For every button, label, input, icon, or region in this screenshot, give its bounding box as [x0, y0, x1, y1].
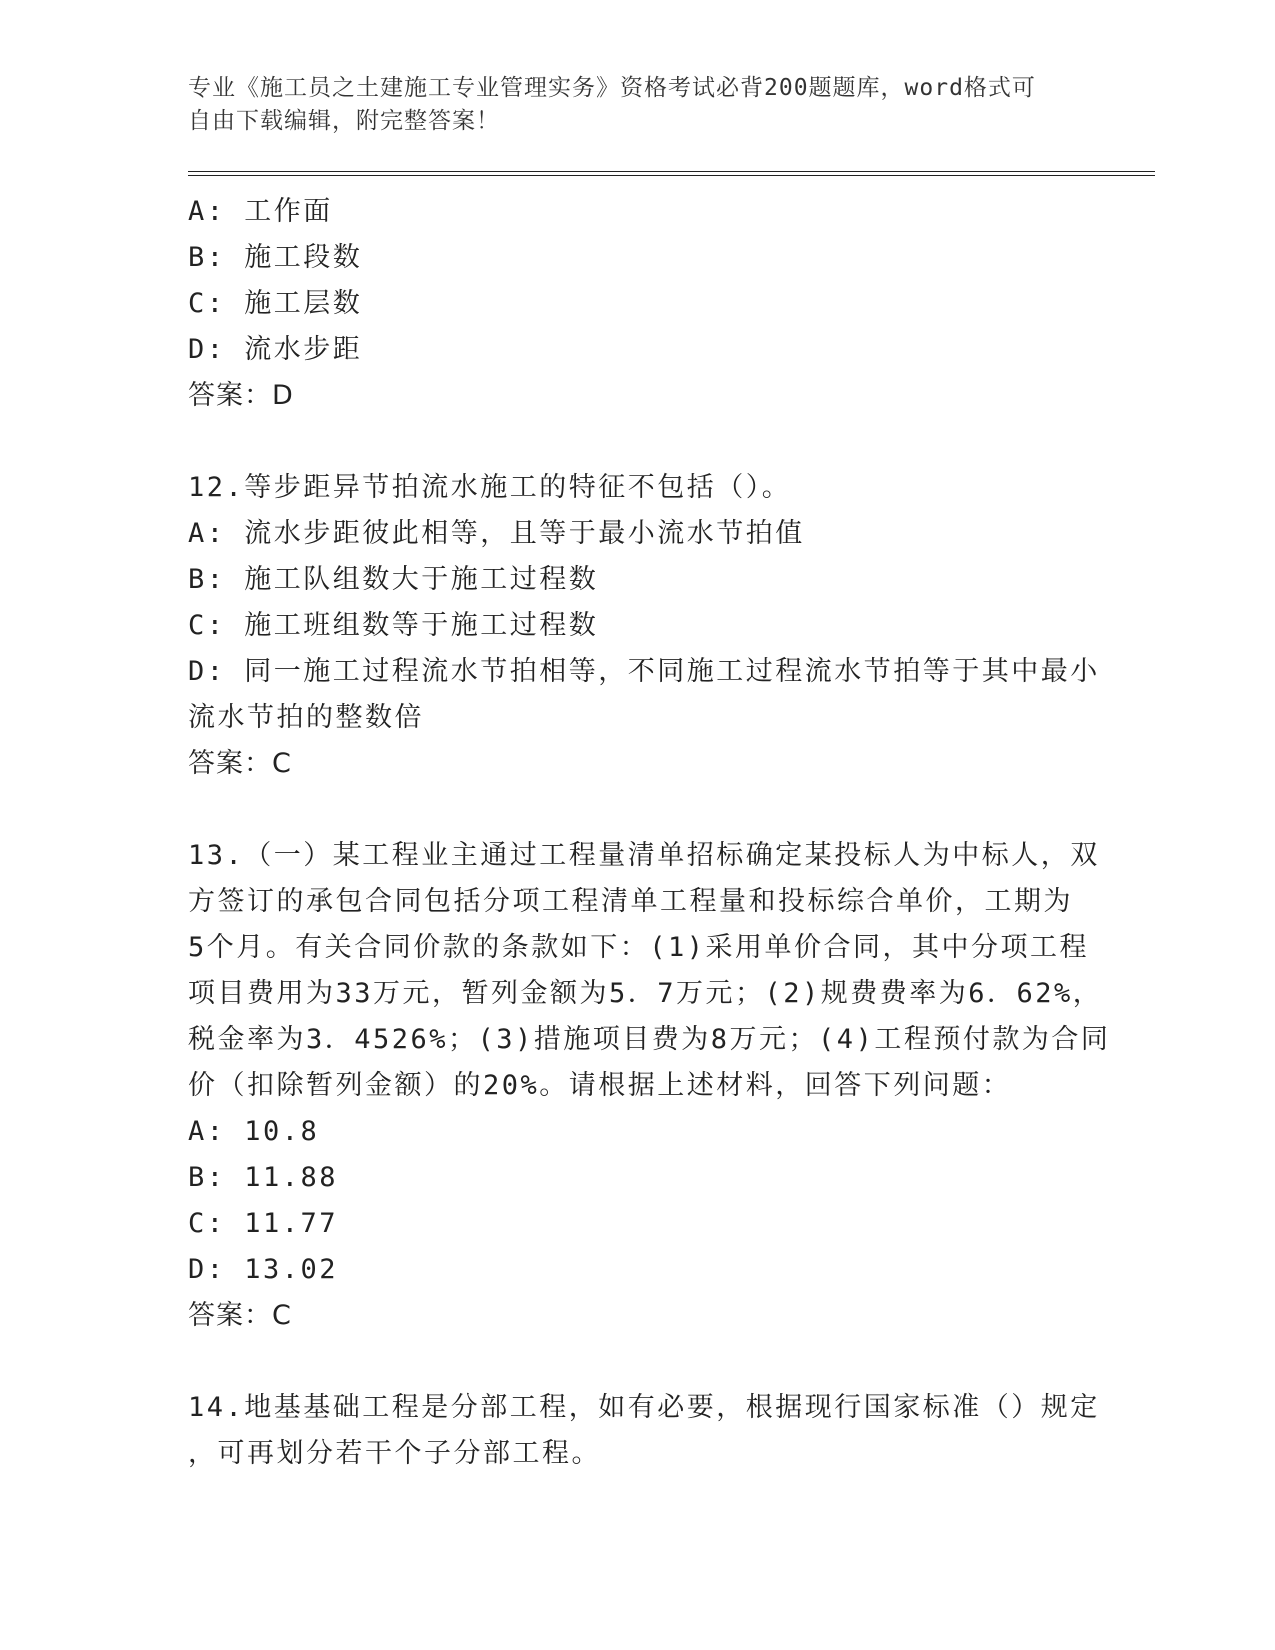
option-a: A: 工作面	[188, 196, 333, 227]
spacer	[188, 419, 1088, 465]
option-b: B: 施工队组数大于施工过程数	[188, 564, 599, 595]
spacer	[188, 1339, 1088, 1385]
header-line-2: 自由下载编辑，附完整答案！	[188, 108, 500, 134]
document-header	[188, 72, 1068, 138]
answer: 答案：D	[188, 380, 294, 411]
question-text-line-1: 13.（一）某工程业主通过工程量清单招标确定某投标人为中标人，双	[188, 840, 1100, 871]
header-divider-top	[188, 171, 1155, 172]
option-d: D: 13.02	[188, 1254, 339, 1285]
spacer	[188, 787, 1088, 833]
question-text-line-5: 税金率为3．4526%；(3)措施项目费为8万元；(4)工程预付款为合同	[188, 1024, 1111, 1055]
answer: 答案：C	[188, 1300, 292, 1331]
question-14	[188, 1385, 1100, 1477]
answer: 答案：C	[188, 748, 292, 779]
question-list	[188, 189, 1111, 1477]
question-11	[188, 189, 1088, 419]
option-c: C: 施工班组数等于施工过程数	[188, 610, 599, 641]
question-text-line-2: ，可再划分若干个子分部工程。	[188, 1438, 601, 1469]
option-d: D: 流水步距	[188, 334, 363, 365]
option-d-line-1: D: 同一施工过程流水节拍相等，不同施工过程流水节拍等于其中最小	[188, 656, 1100, 687]
option-a: A: 10.8	[188, 1116, 320, 1147]
option-d-line-2: 流水节拍的整数倍	[188, 702, 424, 733]
question-text-line-6: 价（扣除暂列金额）的20%。请根据上述材料，回答下列问题：	[188, 1070, 1012, 1101]
option-c: C: 施工层数	[188, 288, 363, 319]
option-c: C: 11.77	[188, 1208, 339, 1239]
question-text-line-1: 14.地基基础工程是分部工程，如有必要，根据现行国家标准（）规定	[188, 1392, 1100, 1423]
option-b: B: 施工段数	[188, 242, 363, 273]
question-text-line-2: 方签订的承包合同包括分项工程清单工程量和投标综合单价，工期为	[188, 886, 1073, 917]
header-divider-bottom	[188, 175, 1155, 176]
option-a: A: 流水步距彼此相等，且等于最小流水节拍值	[188, 518, 805, 549]
question-12	[188, 465, 1100, 787]
question-text-line-3: 5个月。有关合同价款的条款如下：(1)采用单价合同，其中分项工程	[188, 932, 1090, 963]
question-text: 12.等步距异节拍流水施工的特征不包括（）。	[188, 472, 792, 503]
question-text-line-4: 项目费用为33万元，暂列金额为5．7万元；(2)规费费率为6．62%，	[188, 978, 1103, 1009]
question-13	[188, 833, 1111, 1339]
option-b: B: 11.88	[188, 1162, 339, 1193]
header-line-1: 专业《施工员之土建施工专业管理实务》资格考试必背200题题库，word格式可	[188, 75, 1036, 101]
